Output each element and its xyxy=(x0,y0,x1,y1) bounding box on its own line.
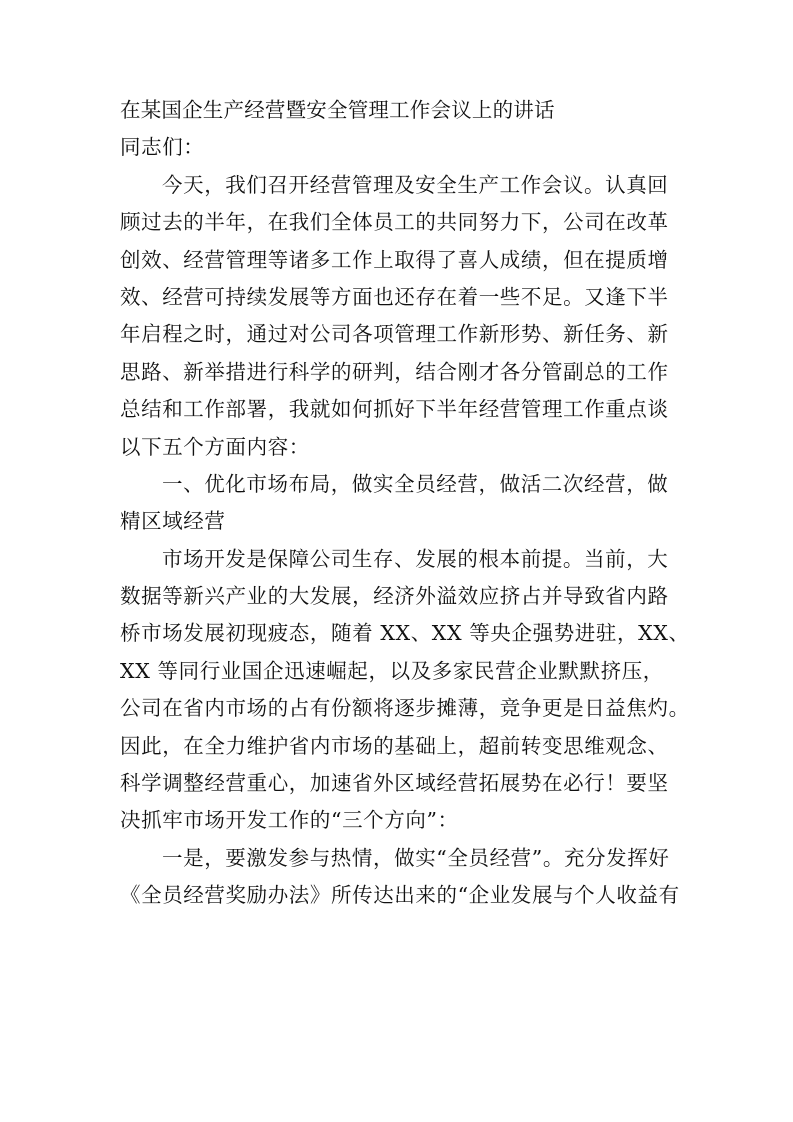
paragraph-line: 效、经营可持续发展等方面也还存在着一些不足。又逢下半 xyxy=(120,284,669,309)
paragraph-line: 科学调整经营重心，加速省外区域经营拓展势在必行！要坚 xyxy=(120,771,669,796)
paragraph-intro xyxy=(120,167,680,466)
paragraph-line: XX 等同行业国企迅速崛起，以及多家民营企业默默挤压， xyxy=(120,658,664,683)
paragraph-line: 创效、经营管理等诸多工作上取得了喜人成绩，但在提质增 xyxy=(120,247,669,272)
paragraph-line: 总结和工作部署，我就如何抓好下半年经营管理工作重点谈 xyxy=(120,397,669,422)
paragraph-line: 公司在省内市场的占有份额将逐步摊薄，竞争更是日益焦灼。 xyxy=(120,696,690,721)
heading-line: 精区域经营 xyxy=(120,509,226,534)
paragraph-line: 因此，在全力维护省内市场的基础上，超前转变思维观念、 xyxy=(120,733,669,758)
speech-text xyxy=(120,92,690,915)
document-title: 在某国企生产经营暨安全管理工作会议上的讲话 xyxy=(120,98,555,122)
paragraph-line: 数据等新兴产业的大发展，经济外溢效应挤占并导致省内路 xyxy=(120,584,669,609)
paragraph-line: 一是，要激发参与热情，做实“全员经营”。充分发挥好 xyxy=(162,845,670,870)
heading-line: 一、优化市场布局，做实全员经营，做活二次经营，做 xyxy=(162,471,669,496)
paragraph-line: 思路、新举措进行科学的研判，结合刚才各分管副总的工作 xyxy=(120,359,669,384)
salutation: 同志们： xyxy=(120,135,205,160)
paragraph-market xyxy=(120,541,690,840)
paragraph-line: 市场开发是保障公司生存、发展的根本前提。当前，大 xyxy=(162,546,669,571)
paragraph-line: 《全员经营奖励办法》所传达出来的“企业发展与个人收益有 xyxy=(120,883,680,908)
paragraph-line: 顾过去的半年，在我们全体员工的共同努力下，公司在改革 xyxy=(120,210,669,235)
paragraph-line: 年启程之时，通过对公司各项管理工作新形势、新任务、新 xyxy=(120,322,669,347)
paragraph-line: 桥市场发展初现疲态，随着 XX、XX 等央企强势进驻，XX、 xyxy=(120,621,690,646)
paragraph-line: 决抓牢市场开发工作的“三个方向”： xyxy=(120,808,459,833)
paragraph-first-direction xyxy=(120,840,680,915)
paragraph-line: 今天，我们召开经营管理及安全生产工作会议。认真回 xyxy=(162,172,669,197)
paragraph-line: 以下五个方面内容： xyxy=(120,434,310,459)
section-heading-one xyxy=(120,466,680,541)
